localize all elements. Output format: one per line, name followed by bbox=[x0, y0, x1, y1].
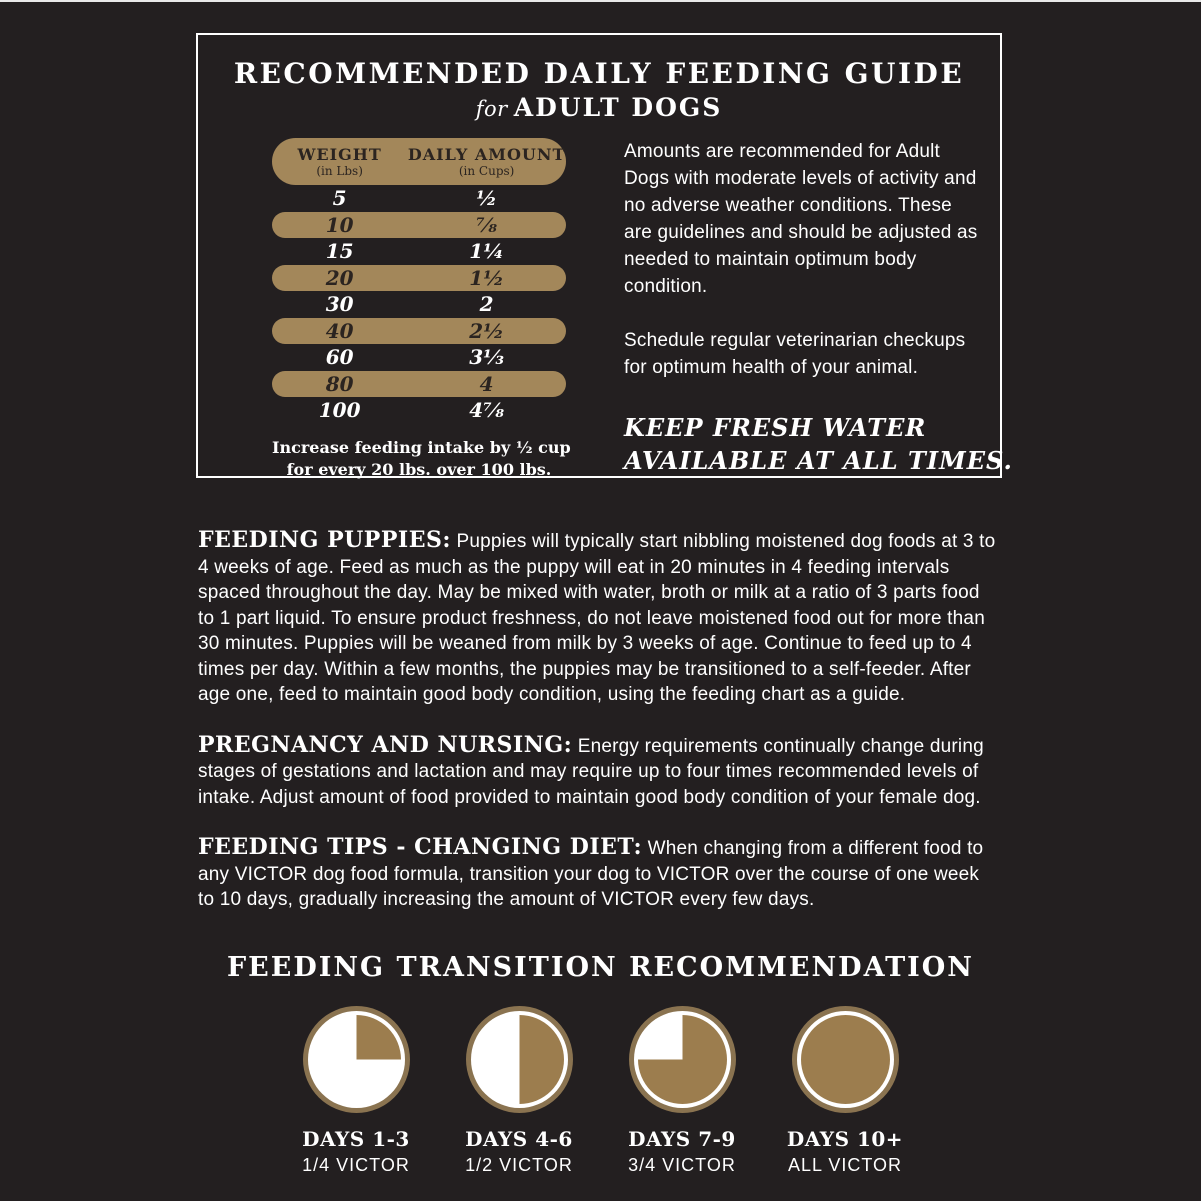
step-amount-label: 3/4 VICTOR bbox=[628, 1155, 736, 1175]
amount-value: 4 bbox=[479, 371, 494, 396]
table-row bbox=[272, 318, 566, 345]
amount-value: 1¼ bbox=[469, 239, 504, 264]
section-feeding-tips bbox=[198, 835, 996, 913]
footnote-line1: Increase feeding intake by ½ cup bbox=[272, 437, 571, 457]
step-days-label: DAYS 7-9 bbox=[628, 1127, 736, 1151]
guide-notes bbox=[624, 138, 1013, 481]
pie-fill bbox=[801, 1015, 890, 1104]
section-body: When changing from a different food to any VICTOR dog food formula, transition your dog to VICTOR over the course of one week to 10 days, gradually increasing the amount of VICTOR every few days. bbox=[198, 838, 984, 910]
weight-value: 40 bbox=[325, 318, 354, 343]
section-feeding-puppies bbox=[198, 528, 996, 708]
amount-value: 2 bbox=[479, 292, 494, 317]
weight-value: 5 bbox=[332, 186, 347, 211]
amount-header-label: DAILY AMOUNT bbox=[407, 144, 566, 164]
fresh-water-line1: KEEP FRESH WATER bbox=[624, 413, 927, 442]
transition-title: FEEDING TRANSITION RECOMMENDATION bbox=[227, 952, 974, 983]
step-days-label: DAYS 10+ bbox=[786, 1127, 904, 1151]
guide-subtitle-text: ADULT DOGS bbox=[513, 93, 723, 122]
guide-subtitle bbox=[198, 93, 1000, 122]
weight-value: 15 bbox=[325, 239, 354, 264]
three-quarter-pie-icon bbox=[629, 1006, 736, 1113]
step-amount-label: 1/4 VICTOR bbox=[302, 1155, 410, 1175]
transition-step bbox=[291, 1006, 421, 1176]
amount-value: 1½ bbox=[469, 265, 504, 290]
fresh-water-line2: AVAILABLE AT ALL TIMES. bbox=[624, 446, 1013, 475]
amount-column-header bbox=[407, 146, 566, 178]
weight-value: 60 bbox=[325, 345, 354, 370]
full-pie-icon bbox=[792, 1006, 899, 1113]
weight-value: 100 bbox=[318, 398, 361, 423]
step-amount-label: 1/2 VICTOR bbox=[465, 1155, 573, 1175]
half-pie-icon bbox=[466, 1006, 573, 1113]
step-days-label: DAYS 4-6 bbox=[465, 1127, 573, 1151]
amount-header-unit: (in Cups) bbox=[458, 163, 515, 178]
transition-step bbox=[454, 1006, 584, 1176]
guide-subtitle-prefix: for bbox=[475, 97, 508, 121]
info-sections bbox=[198, 528, 996, 913]
transition-step bbox=[780, 1006, 910, 1176]
daily-feeding-guide-box bbox=[196, 33, 1013, 479]
amount-value: 4⅞ bbox=[469, 398, 504, 423]
weight-column-header bbox=[272, 146, 407, 178]
top-edge-line bbox=[0, 0, 1201, 2]
table-header-row bbox=[272, 138, 566, 185]
guide-content bbox=[198, 138, 1013, 481]
table-row bbox=[272, 371, 566, 398]
weight-value: 30 bbox=[325, 292, 354, 317]
table-row bbox=[272, 291, 566, 318]
weight-value: 20 bbox=[325, 265, 354, 290]
amount-value: ⅞ bbox=[476, 212, 497, 237]
table-row bbox=[272, 212, 566, 239]
table-row bbox=[272, 185, 566, 212]
section-heading: PREGNANCY AND NURSING: bbox=[198, 731, 573, 758]
transition-steps bbox=[0, 1006, 1201, 1176]
amount-value: 3⅓ bbox=[469, 345, 504, 370]
amount-value: ½ bbox=[476, 186, 498, 211]
section-body: Energy requirements continually change during stages of gestations and lactation and may require up to four times recommended levels of intake. Adjust amount of food provided to maintain good body condition of your female dog. bbox=[198, 735, 984, 808]
vet-checkup-note: Schedule regular veterinarian checkups for optimum health of your animal. bbox=[624, 330, 966, 378]
table-row bbox=[272, 238, 566, 265]
step-amount-label: ALL VICTOR bbox=[787, 1155, 903, 1175]
step-days-label: DAYS 1-3 bbox=[302, 1127, 410, 1151]
footnote-line2: for every 20 lbs. over 100 lbs. bbox=[286, 459, 552, 479]
table-row bbox=[272, 265, 566, 292]
section-heading: FEEDING PUPPIES: bbox=[198, 527, 451, 553]
section-heading: FEEDING TIPS - CHANGING DIET: bbox=[198, 834, 643, 860]
amount-value: 2½ bbox=[469, 318, 504, 343]
pie-fill bbox=[475, 1015, 564, 1104]
fresh-water-callout bbox=[624, 411, 1013, 477]
pie-fill bbox=[638, 1015, 727, 1104]
table-footnote bbox=[272, 437, 571, 481]
transition-step bbox=[617, 1006, 747, 1176]
weight-value: 10 bbox=[325, 212, 354, 237]
feeding-table bbox=[272, 138, 571, 481]
weight-header-unit: (in Lbs) bbox=[316, 163, 363, 178]
weight-value: 80 bbox=[325, 371, 354, 396]
table-row bbox=[272, 397, 566, 424]
section-pregnancy-nursing bbox=[198, 733, 996, 811]
pie-fill bbox=[312, 1015, 401, 1104]
amounts-note: Amounts are recommended for Adult Dogs with moderate levels of activity and no adverse weather conditions. These are guidelines and should be adjusted as needed to maintain optimum body condition. bbox=[624, 141, 978, 297]
weight-header-label: WEIGHT bbox=[297, 144, 382, 164]
section-body: Puppies will typically start nibbling moistened dog foods at 3 to 4 weeks of age. Feed as much as the puppy will eat in 20 minutes in 4 feeding intervals spaced throughout the day. May be mixed with water, broth or milk at a ratio of 3 parts food to 1 part liquid. To ensure product freshness, do not leave moistened food out for more than 30 minutes. Puppies will be weaned from milk by 3 weeks of age. Continue to feed up to 4 times per day. Within a few months, the puppies may be transitioned to a self-feeder. After age one, feed to maintain good body condition, using the feeding chart as a guide. bbox=[198, 531, 996, 705]
guide-title: RECOMMENDED DAILY FEEDING GUIDE bbox=[233, 57, 965, 90]
quarter-pie-icon bbox=[303, 1006, 410, 1113]
table-row bbox=[272, 344, 566, 371]
